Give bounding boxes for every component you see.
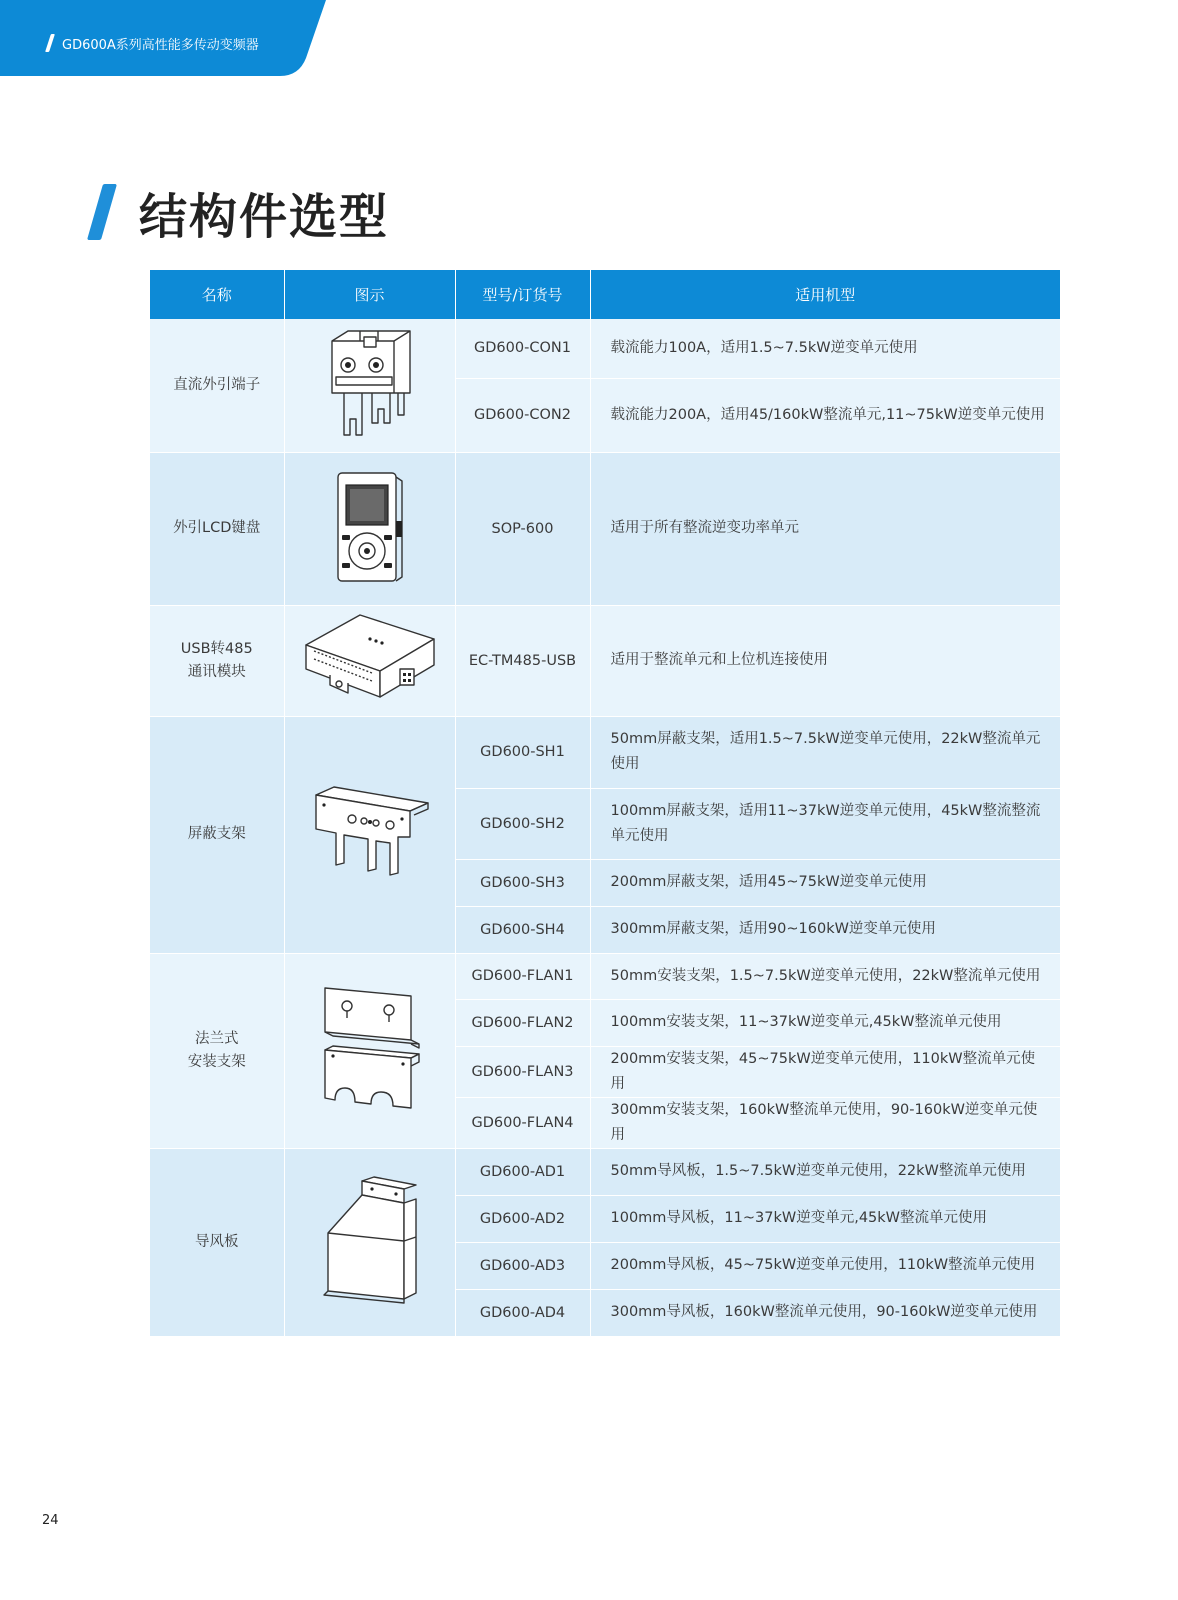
group-name-lcd-keypad: 外引LCD键盘 <box>150 452 284 605</box>
model-cell: GD600-AD2 <box>455 1195 590 1242</box>
group-name-line: 通讯模块 <box>187 663 246 680</box>
header-title <box>48 32 259 54</box>
desc-cell: 200mm屏蔽支架，适用45~75kW逆变单元使用 <box>590 859 1060 906</box>
table-row <box>150 716 1060 788</box>
model-cell: GD600-FLAN1 <box>455 953 590 999</box>
header-name: 名称 <box>150 270 284 319</box>
desc-cell: 载流能力100A，适用1.5~7.5kW逆变单元使用 <box>590 319 1060 378</box>
desc-cell: 100mm导风板，11~37kW逆变单元,45kW整流单元使用 <box>590 1195 1060 1242</box>
model-cell: GD600-FLAN4 <box>455 1097 590 1148</box>
dc-terminal-icon <box>320 323 420 443</box>
header-model: 型号/订货号 <box>455 270 590 319</box>
group-name-line: 法兰式 <box>195 1030 239 1047</box>
group-image-usb-485 <box>284 605 455 716</box>
header-applicable: 适用机型 <box>590 270 1060 319</box>
group-name-dc-terminal: 直流外引端子 <box>150 319 284 452</box>
header-title-text: GD600A系列高性能多传动变频器 <box>62 37 259 53</box>
section-slash-icon <box>87 184 117 240</box>
section-title-text: 结构件选型 <box>139 188 390 245</box>
desc-cell: 100mm屏蔽支架，适用11~37kW逆变单元使用，45kW整流整流单元使用 <box>590 788 1060 859</box>
lcd-keypad-icon <box>330 469 410 585</box>
shield-bracket-icon <box>310 783 430 883</box>
model-cell: GD600-SH2 <box>455 788 590 859</box>
page-number: 24 <box>42 1513 59 1528</box>
flange-bracket-icon <box>315 984 425 1114</box>
model-cell: GD600-SH4 <box>455 906 590 953</box>
desc-cell: 适用于所有整流逆变功率单元 <box>590 452 1060 605</box>
group-image-shield-bracket <box>284 716 455 953</box>
group-image-flange-bracket <box>284 953 455 1148</box>
desc-cell: 300mm导风板，160kW整流单元使用，90-160kW逆变单元使用 <box>590 1289 1060 1336</box>
model-cell: SOP-600 <box>455 452 590 605</box>
desc-cell: 载流能力200A，适用45/160kW整流单元,11~75kW逆变单元使用 <box>590 378 1060 452</box>
group-name-usb-485 <box>150 605 284 716</box>
model-cell: EC-TM485-USB <box>455 605 590 716</box>
model-cell: GD600-AD3 <box>455 1242 590 1289</box>
desc-cell: 50mm导风板，1.5~7.5kW逆变单元使用，22kW整流单元使用 <box>590 1148 1060 1195</box>
table-row <box>150 953 1060 999</box>
desc-cell: 50mm屏蔽支架，适用1.5~7.5kW逆变单元使用，22kW整流单元使用 <box>590 716 1060 788</box>
table-row <box>150 1148 1060 1195</box>
header-image: 图示 <box>284 270 455 319</box>
group-name-line: 安装支架 <box>187 1053 246 1070</box>
air-guide-plate-icon <box>320 1175 420 1305</box>
desc-cell: 100mm安装支架，11~37kW逆变单元,45kW整流单元使用 <box>590 999 1060 1046</box>
group-image-lcd-keypad <box>284 452 455 605</box>
model-cell: GD600-AD1 <box>455 1148 590 1195</box>
model-cell: GD600-FLAN2 <box>455 999 590 1046</box>
group-name-flange-bracket <box>150 953 284 1148</box>
desc-cell: 200mm安装支架，45~75kW逆变单元使用，110kW整流单元使用 <box>590 1046 1060 1097</box>
desc-cell: 适用于整流单元和上位机连接使用 <box>590 605 1060 716</box>
group-name-air-guide-plate: 导风板 <box>150 1148 284 1336</box>
model-cell: GD600-AD4 <box>455 1289 590 1336</box>
model-cell: GD600-FLAN3 <box>455 1046 590 1097</box>
group-image-air-guide-plate <box>284 1148 455 1336</box>
table-header-row <box>150 270 1060 319</box>
table-row <box>150 319 1060 378</box>
group-name-shield-bracket: 屏蔽支架 <box>150 716 284 953</box>
table-row <box>150 605 1060 716</box>
table-row <box>150 452 1060 605</box>
accessory-table <box>150 270 1060 1337</box>
model-cell: GD600-CON1 <box>455 319 590 378</box>
model-cell: GD600-SH1 <box>455 716 590 788</box>
desc-cell: 200mm导风板，45~75kW逆变单元使用，110kW整流单元使用 <box>590 1242 1060 1289</box>
header-tab <box>0 0 330 76</box>
desc-cell: 300mm屏蔽支架，适用90~160kW逆变单元使用 <box>590 906 1060 953</box>
model-cell: GD600-SH3 <box>455 859 590 906</box>
model-cell: GD600-CON2 <box>455 378 590 452</box>
usb-485-module-icon <box>300 609 440 709</box>
group-name-line: USB转485 <box>180 640 253 657</box>
desc-cell: 50mm安装支架，1.5~7.5kW逆变单元使用，22kW整流单元使用 <box>590 953 1060 999</box>
group-image-dc-terminal <box>284 319 455 452</box>
section-title <box>95 182 390 245</box>
desc-cell: 300mm安装支架，160kW整流单元使用，90-160kW逆变单元使用 <box>590 1097 1060 1148</box>
